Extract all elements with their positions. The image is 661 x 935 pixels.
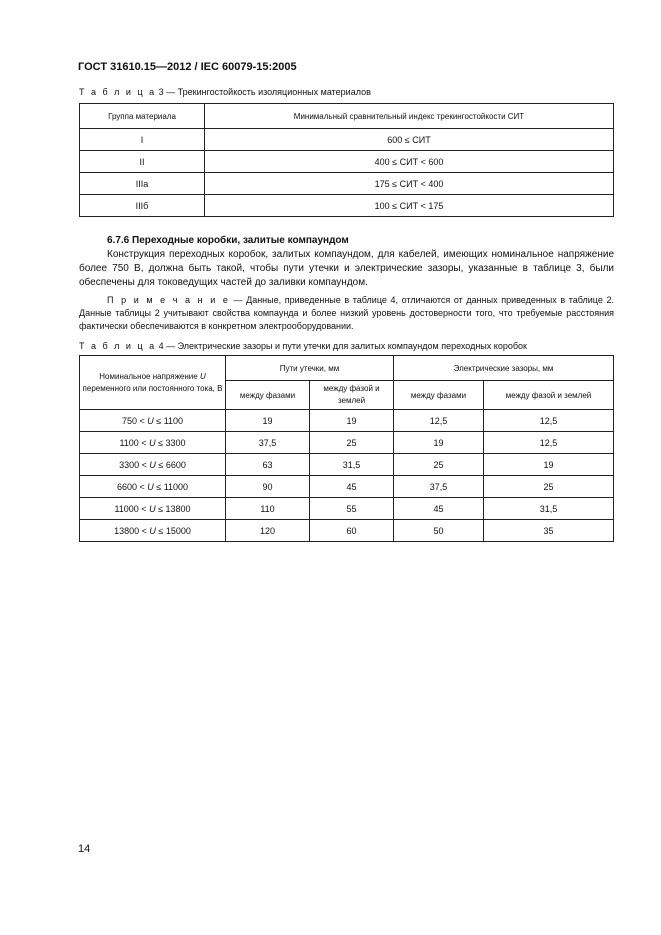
table3-title: 3 — Трекингостойкость изоляционных материалов — [158, 87, 371, 97]
clearance-phases-cell: 19 — [394, 432, 484, 454]
table3-header-row — [80, 104, 614, 129]
creepage-earth-cell: 19 — [310, 410, 394, 432]
creepage-earth-cell: 55 — [310, 498, 394, 520]
table3-col-cti: Минимальный сравнительный индекс трекингостойкости СИТ — [205, 104, 614, 129]
table4-title: 4 — Электрические зазоры и пути утечки для залитых компаундом переходных коробок — [158, 341, 527, 351]
table4-caption — [79, 341, 527, 351]
note-text: — Данные, приведенные в таблице 4, отличаются от данных приведенных в таблице 2. Данные таблицы 2 учитывают свойства компаунда и более низкий уровень достоверности того, что требуемые расстояния фактически обеспечиваются в конкретном электрооборудовании. — [79, 295, 614, 331]
creepage-phases-cell: 120 — [226, 520, 310, 542]
voltage-range-cell: 6600 < U ≤ 11000 — [80, 476, 226, 498]
table3-cti-cell: 400 ≤ СИТ < 600 — [205, 151, 614, 173]
voltage-range-cell: 1100 < U ≤ 3300 — [80, 432, 226, 454]
table3-cti-cell: 175 ≤ СИТ < 400 — [205, 173, 614, 195]
table3-label: Т а б л и ц а — [79, 87, 157, 97]
clearance-phases-cell: 12,5 — [394, 410, 484, 432]
table-4 — [79, 355, 614, 542]
table3-group-cell: IIIa — [80, 173, 205, 195]
table3-col-group: Группа материала — [80, 104, 205, 129]
table3-cti-cell: 100 ≤ СИТ < 175 — [205, 195, 614, 217]
table-row — [80, 129, 614, 151]
voltage-range-cell: 750 < U ≤ 1100 — [80, 410, 226, 432]
section-body — [79, 248, 614, 290]
table-row — [80, 410, 614, 432]
clearance-earth-cell: 35 — [484, 520, 614, 542]
creepage-phases-cell: 110 — [226, 498, 310, 520]
voltage-range-cell: 11000 < U ≤ 13800 — [80, 498, 226, 520]
table3-group-cell: II — [80, 151, 205, 173]
table3-group-cell: IIIб — [80, 195, 205, 217]
table4-label: Т а б л и ц а — [79, 341, 157, 351]
table-row — [80, 454, 614, 476]
table4-sub-phases: между фазами — [226, 381, 310, 410]
table-row — [80, 520, 614, 542]
table4-sub-phase-earth: между фазой и землей — [310, 381, 394, 410]
table3-caption — [79, 87, 371, 97]
table3-cti-cell: 600 ≤ СИТ — [205, 129, 614, 151]
table-row — [80, 432, 614, 454]
table-row — [80, 195, 614, 217]
creepage-earth-cell: 25 — [310, 432, 394, 454]
creepage-earth-cell: 60 — [310, 520, 394, 542]
creepage-phases-cell: 90 — [226, 476, 310, 498]
voltage-range-cell: 13800 < U ≤ 15000 — [80, 520, 226, 542]
table4-col-clearance: Электрические зазоры, мм — [394, 356, 614, 381]
table-row — [80, 476, 614, 498]
table-row — [80, 151, 614, 173]
creepage-earth-cell: 31,5 — [310, 454, 394, 476]
creepage-phases-cell: 19 — [226, 410, 310, 432]
note-label: П р и м е ч а н и е — [107, 295, 230, 305]
section-heading: 6.7.6 Переходные коробки, залитые компаундом — [107, 235, 349, 246]
table4-sub-phase-earth-2: между фазой и землей — [484, 381, 614, 410]
clearance-earth-cell: 31,5 — [484, 498, 614, 520]
creepage-phases-cell: 37,5 — [226, 432, 310, 454]
table4-header-row — [80, 356, 614, 381]
table3-group-cell: I — [80, 129, 205, 151]
creepage-earth-cell: 45 — [310, 476, 394, 498]
clearance-earth-cell: 19 — [484, 454, 614, 476]
clearance-phases-cell: 37,5 — [394, 476, 484, 498]
clearance-phases-cell: 45 — [394, 498, 484, 520]
document-header: ГОСТ 31610.15—2012 / IEC 60079-15:2005 — [78, 61, 297, 73]
table-row — [80, 173, 614, 195]
creepage-phases-cell: 63 — [226, 454, 310, 476]
clearance-phases-cell: 50 — [394, 520, 484, 542]
voltage-range-cell: 3300 < U ≤ 6600 — [80, 454, 226, 476]
table4-sub-phases-2: между фазами — [394, 381, 484, 410]
table-3 — [79, 103, 614, 217]
section-note — [79, 294, 614, 333]
clearance-earth-cell: 12,5 — [484, 410, 614, 432]
table4-col-creepage: Пути утечки, мм — [226, 356, 394, 381]
table4-col-voltage: Номинальное напряжение U переменного или постоянного тока, В — [80, 356, 226, 410]
section-paragraph: Конструкция переходных коробок, залитых компаундом, для кабелей, имеющих номинальное напряжение более 750 В, должна быть такой, чтобы пути утечки и электрические зазоры, указанные в таблице 3, были обеспечены для токоведущих частей до заливки компаундом. — [79, 249, 614, 288]
clearance-earth-cell: 25 — [484, 476, 614, 498]
page-number: 14 — [78, 843, 91, 855]
table-row — [80, 498, 614, 520]
clearance-earth-cell: 12,5 — [484, 432, 614, 454]
clearance-phases-cell: 25 — [394, 454, 484, 476]
